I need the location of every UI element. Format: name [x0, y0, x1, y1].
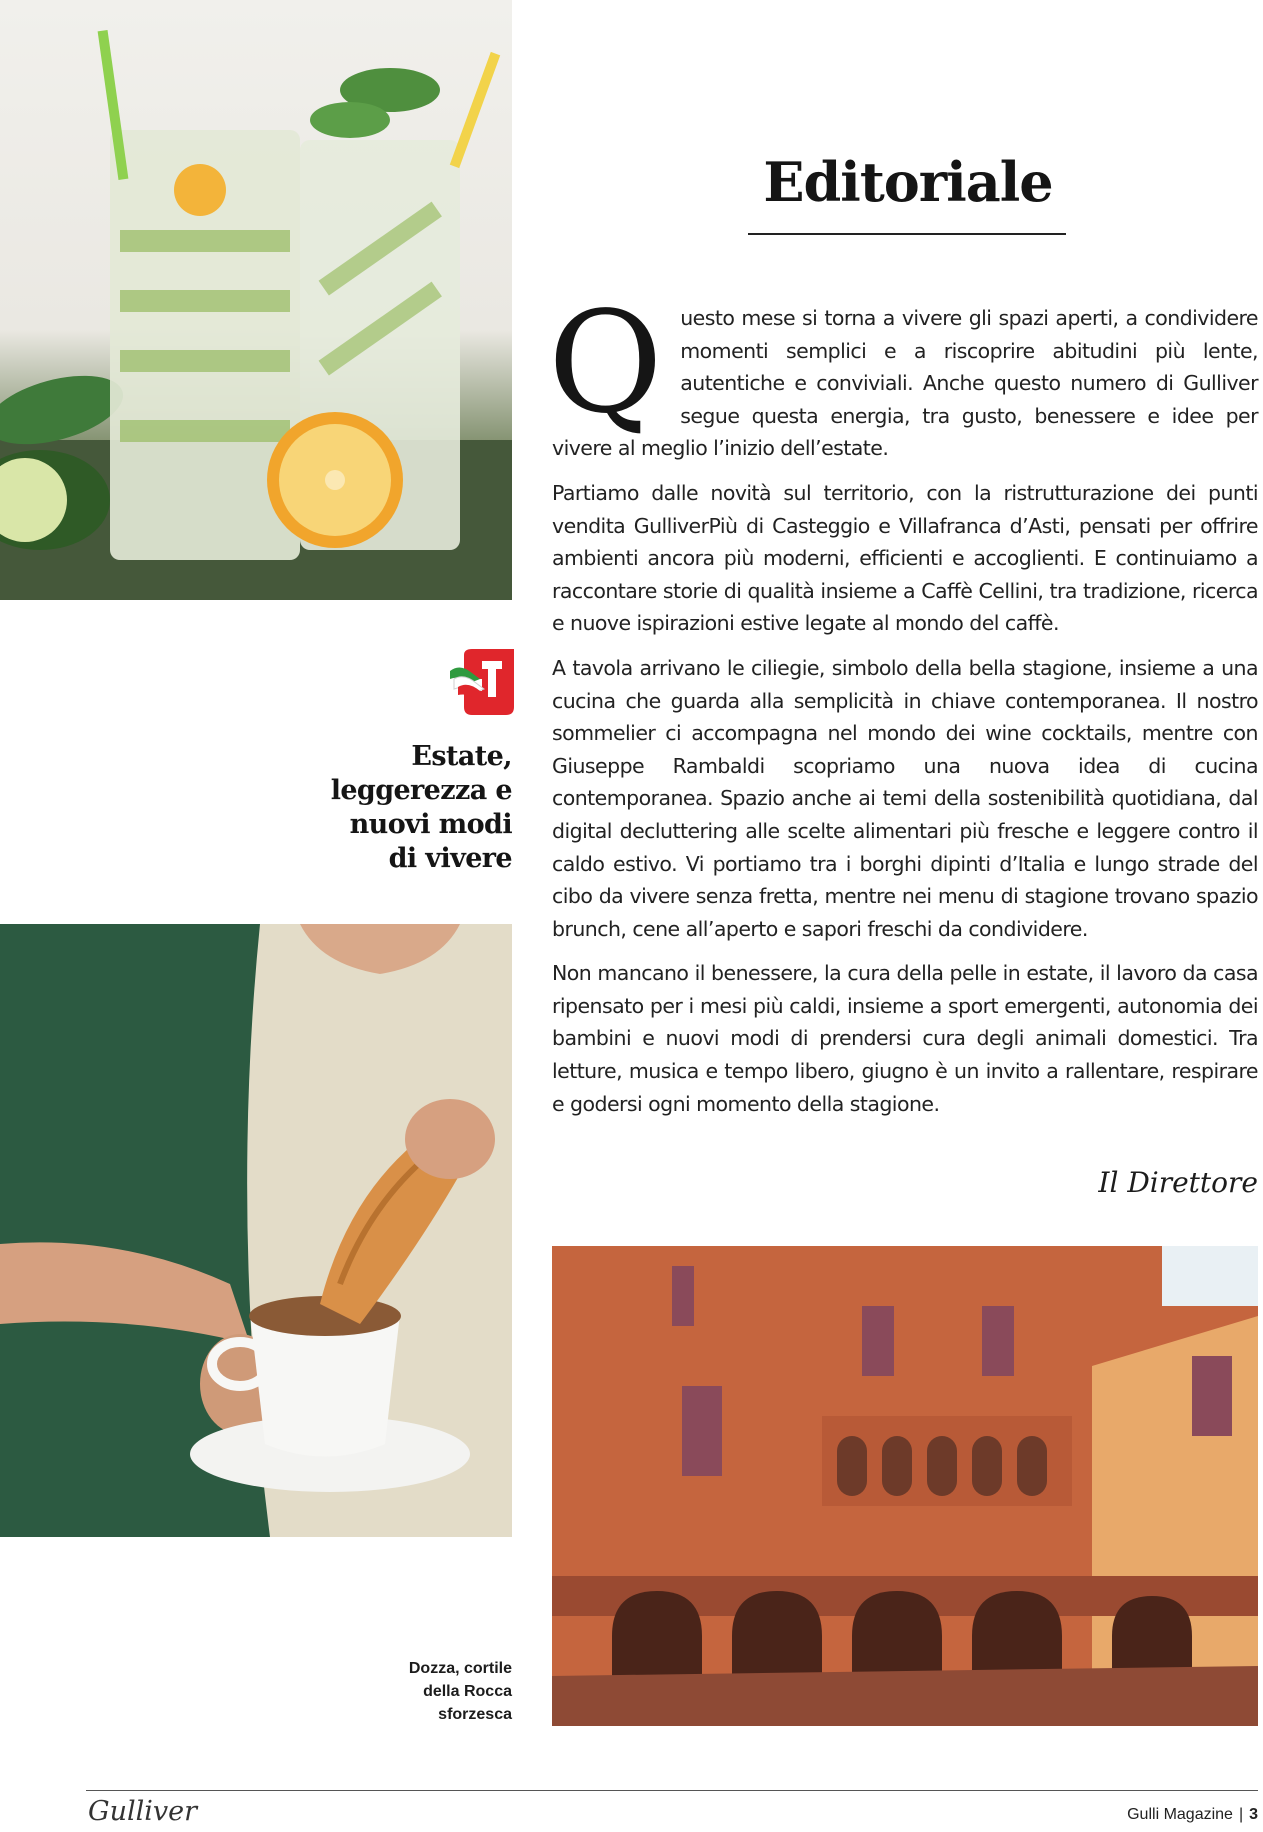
- page-number: 3: [1249, 1806, 1258, 1823]
- paragraph-1: [548, 282, 1258, 465]
- paragraph-3: A tavola arrivano le ciliegie, simbolo della bella stagione, insieme a una cucina che guarda alla semplicità in chiave contemporanea. Il nostro sommelier ci accompagna nel mondo dei wine cocktails, mentre con Giuseppe Rambaldi scopriamo una nuova idea di cucina contemporanea. Spazio anche ai temi della sostenibilità quotidiana, dal digital decluttering alle scelte alimentari più fresche e leggere contro il caldo estivo. Vi portiamo tra i borghi dipinti d’Italia e lungo strade del cibo da vivere senza fretta, mentre nei menu di stagione trovano spazio brunch, cene all’aperto e sapori freschi da condividere.: [552, 655, 1258, 941]
- title-underline: [748, 233, 1066, 235]
- caption-line-2: della Rocca: [423, 1683, 512, 1700]
- croissant-coffee-photo: [0, 924, 512, 1537]
- magazine-name: Gulli Magazine: [1127, 1806, 1233, 1823]
- tagline-line-1: Estate,: [411, 741, 512, 772]
- photo-caption: [312, 1657, 512, 1726]
- footer-divider: [86, 1790, 1258, 1791]
- courtyard-illustration: [552, 1246, 1258, 1726]
- page-title: Editoriale: [763, 150, 1053, 214]
- paragraph-1-text: uesto mese si torna a vivere gli spazi aperti, a condividere momenti semplici e a riscoprire abitudini più lente, autentiche e conviviali. Anche questo numero di Gulliver segue questa energia, tra gusto, benessere e idee per vivere al meglio l’inizio dell’estate.: [552, 306, 1258, 461]
- tagline: [212, 740, 512, 876]
- tagline-line-3: nuovi modi: [349, 809, 512, 840]
- tagline-line-4: di vivere: [388, 843, 512, 874]
- signature: Il Direttore: [1098, 1166, 1258, 1199]
- croissant-illustration: [0, 924, 512, 1537]
- editorial-body: [548, 282, 1258, 1132]
- footer-brand-logo: Gulliver: [88, 1796, 198, 1827]
- caption-line-1: Dozza, cortile: [408, 1660, 512, 1677]
- paragraph-2: Partiamo dalle novità sul territorio, con la ristrutturazione dei punti vendita GulliverPiù di Casteggio e Villafranca d’Asti, pensati per offrire ambienti ancora più moderni, efficienti e accoglienti. E continuiamo a raccontare storie di qualità insieme a Caffè Cellini, tra tradizione, ricerca e nuove ispirazioni estive legate al mondo del caffè.: [552, 480, 1258, 636]
- drinks-illustration: [0, 0, 512, 600]
- caption-line-3: sforzesca: [438, 1706, 512, 1723]
- tagline-line-2: leggerezza e: [330, 775, 512, 806]
- courtyard-photo: [552, 1246, 1258, 1726]
- footer-page-info: [1127, 1806, 1258, 1824]
- drop-cap: Q: [548, 282, 663, 445]
- gulliver-logo-icon: [450, 649, 514, 715]
- footer-separator: |: [1238, 1806, 1244, 1823]
- drinks-photo: [0, 0, 512, 600]
- paragraph-4: Non mancano il benessere, la cura della pelle in estate, il lavoro da casa ripensato per i mesi più caldi, insieme a sport emergenti, autonomia dei bambini e nuovi modi di prendersi cura degli animali domestici. Tra letture, musica e tempo libero, giugno è un invito a rallentare, respirare e godersi ogni momento della stagione.: [552, 961, 1258, 1116]
